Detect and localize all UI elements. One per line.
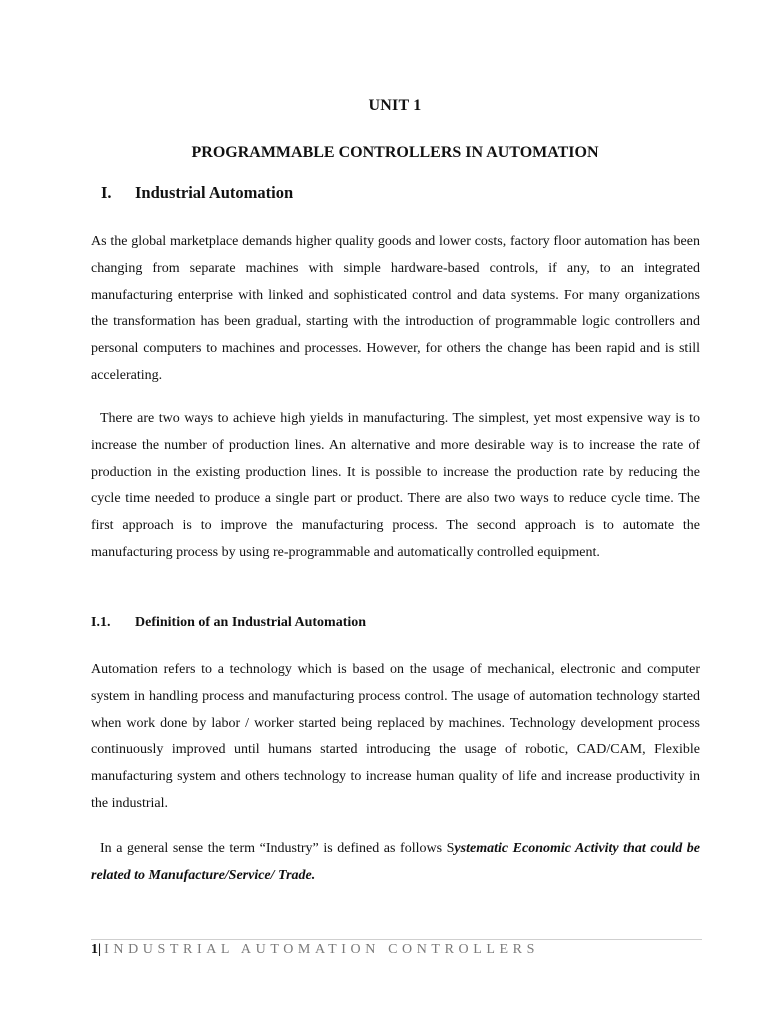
industry-definition-emphasis: ystematic Economic Activity that could be related to Manufacture/Service/ Trade. bbox=[91, 841, 700, 883]
subsection-heading bbox=[91, 615, 366, 631]
footer-separator: | bbox=[98, 942, 102, 957]
body-paragraph-1: As the global marketplace demands higher quality goods and lower costs, factory floor automation has been changing from separate machines with simple hardware-based controls, if any, to an integrated manufacturing enterprise with linked and sophisticated control and data systems. For many organizations the transformation has been gradual, starting with the introduction of programmable logic controllers and personal computers to machines and processes. However, for others the change has been rapid and is still accelerating. bbox=[91, 234, 700, 383]
subsection-title: Definition of an Industrial Automation bbox=[135, 615, 367, 630]
industry-paragraph-lead: In a general sense the term “Industry” is defined as follows S bbox=[100, 841, 455, 856]
definition-paragraph: Automation refers to a technology which is based on the usage of mechanical, electronic and computer system in handling process and manufacturing process control. The usage of automation technology started when work done by labor / worker started being replaced by machines. Technology development process continuously improved until humans started introducing the usage of robotic, CAD/CAM, Flexible manufacturing system and others technology to increase human quality of life and increase productivity in the industrial. bbox=[91, 662, 700, 811]
footer-divider bbox=[91, 939, 702, 940]
body-paragraph-2: There are two ways to achieve high yields in manufacturing. The simplest, yet most expensive way is to increase the number of production lines. An alternative and more desirable way is to increase the rate of production in the existing production lines. It is possible to increase the production rate by reducing the cycle time needed to produce a single part or product. There are also two ways to reduce cycle time. The first approach is to improve the manufacturing process. The second approach is to automate the manufacturing process by using re-programmable and automatically controlled equipment. bbox=[91, 411, 700, 560]
page-number: 1 bbox=[91, 942, 98, 957]
unit-title: UNIT 1 bbox=[368, 97, 422, 114]
page-footer bbox=[91, 942, 539, 958]
section-title: Industrial Automation bbox=[135, 183, 294, 202]
section-heading bbox=[101, 183, 293, 203]
subsection-number: I.1. bbox=[91, 615, 111, 630]
footer-title: INDUSTRIAL AUTOMATION CONTROLLERS bbox=[104, 942, 540, 957]
industry-paragraph bbox=[91, 836, 700, 890]
chapter-title: PROGRAMMABLE CONTROLLERS IN AUTOMATION bbox=[191, 144, 599, 161]
section-number: I. bbox=[101, 183, 112, 202]
